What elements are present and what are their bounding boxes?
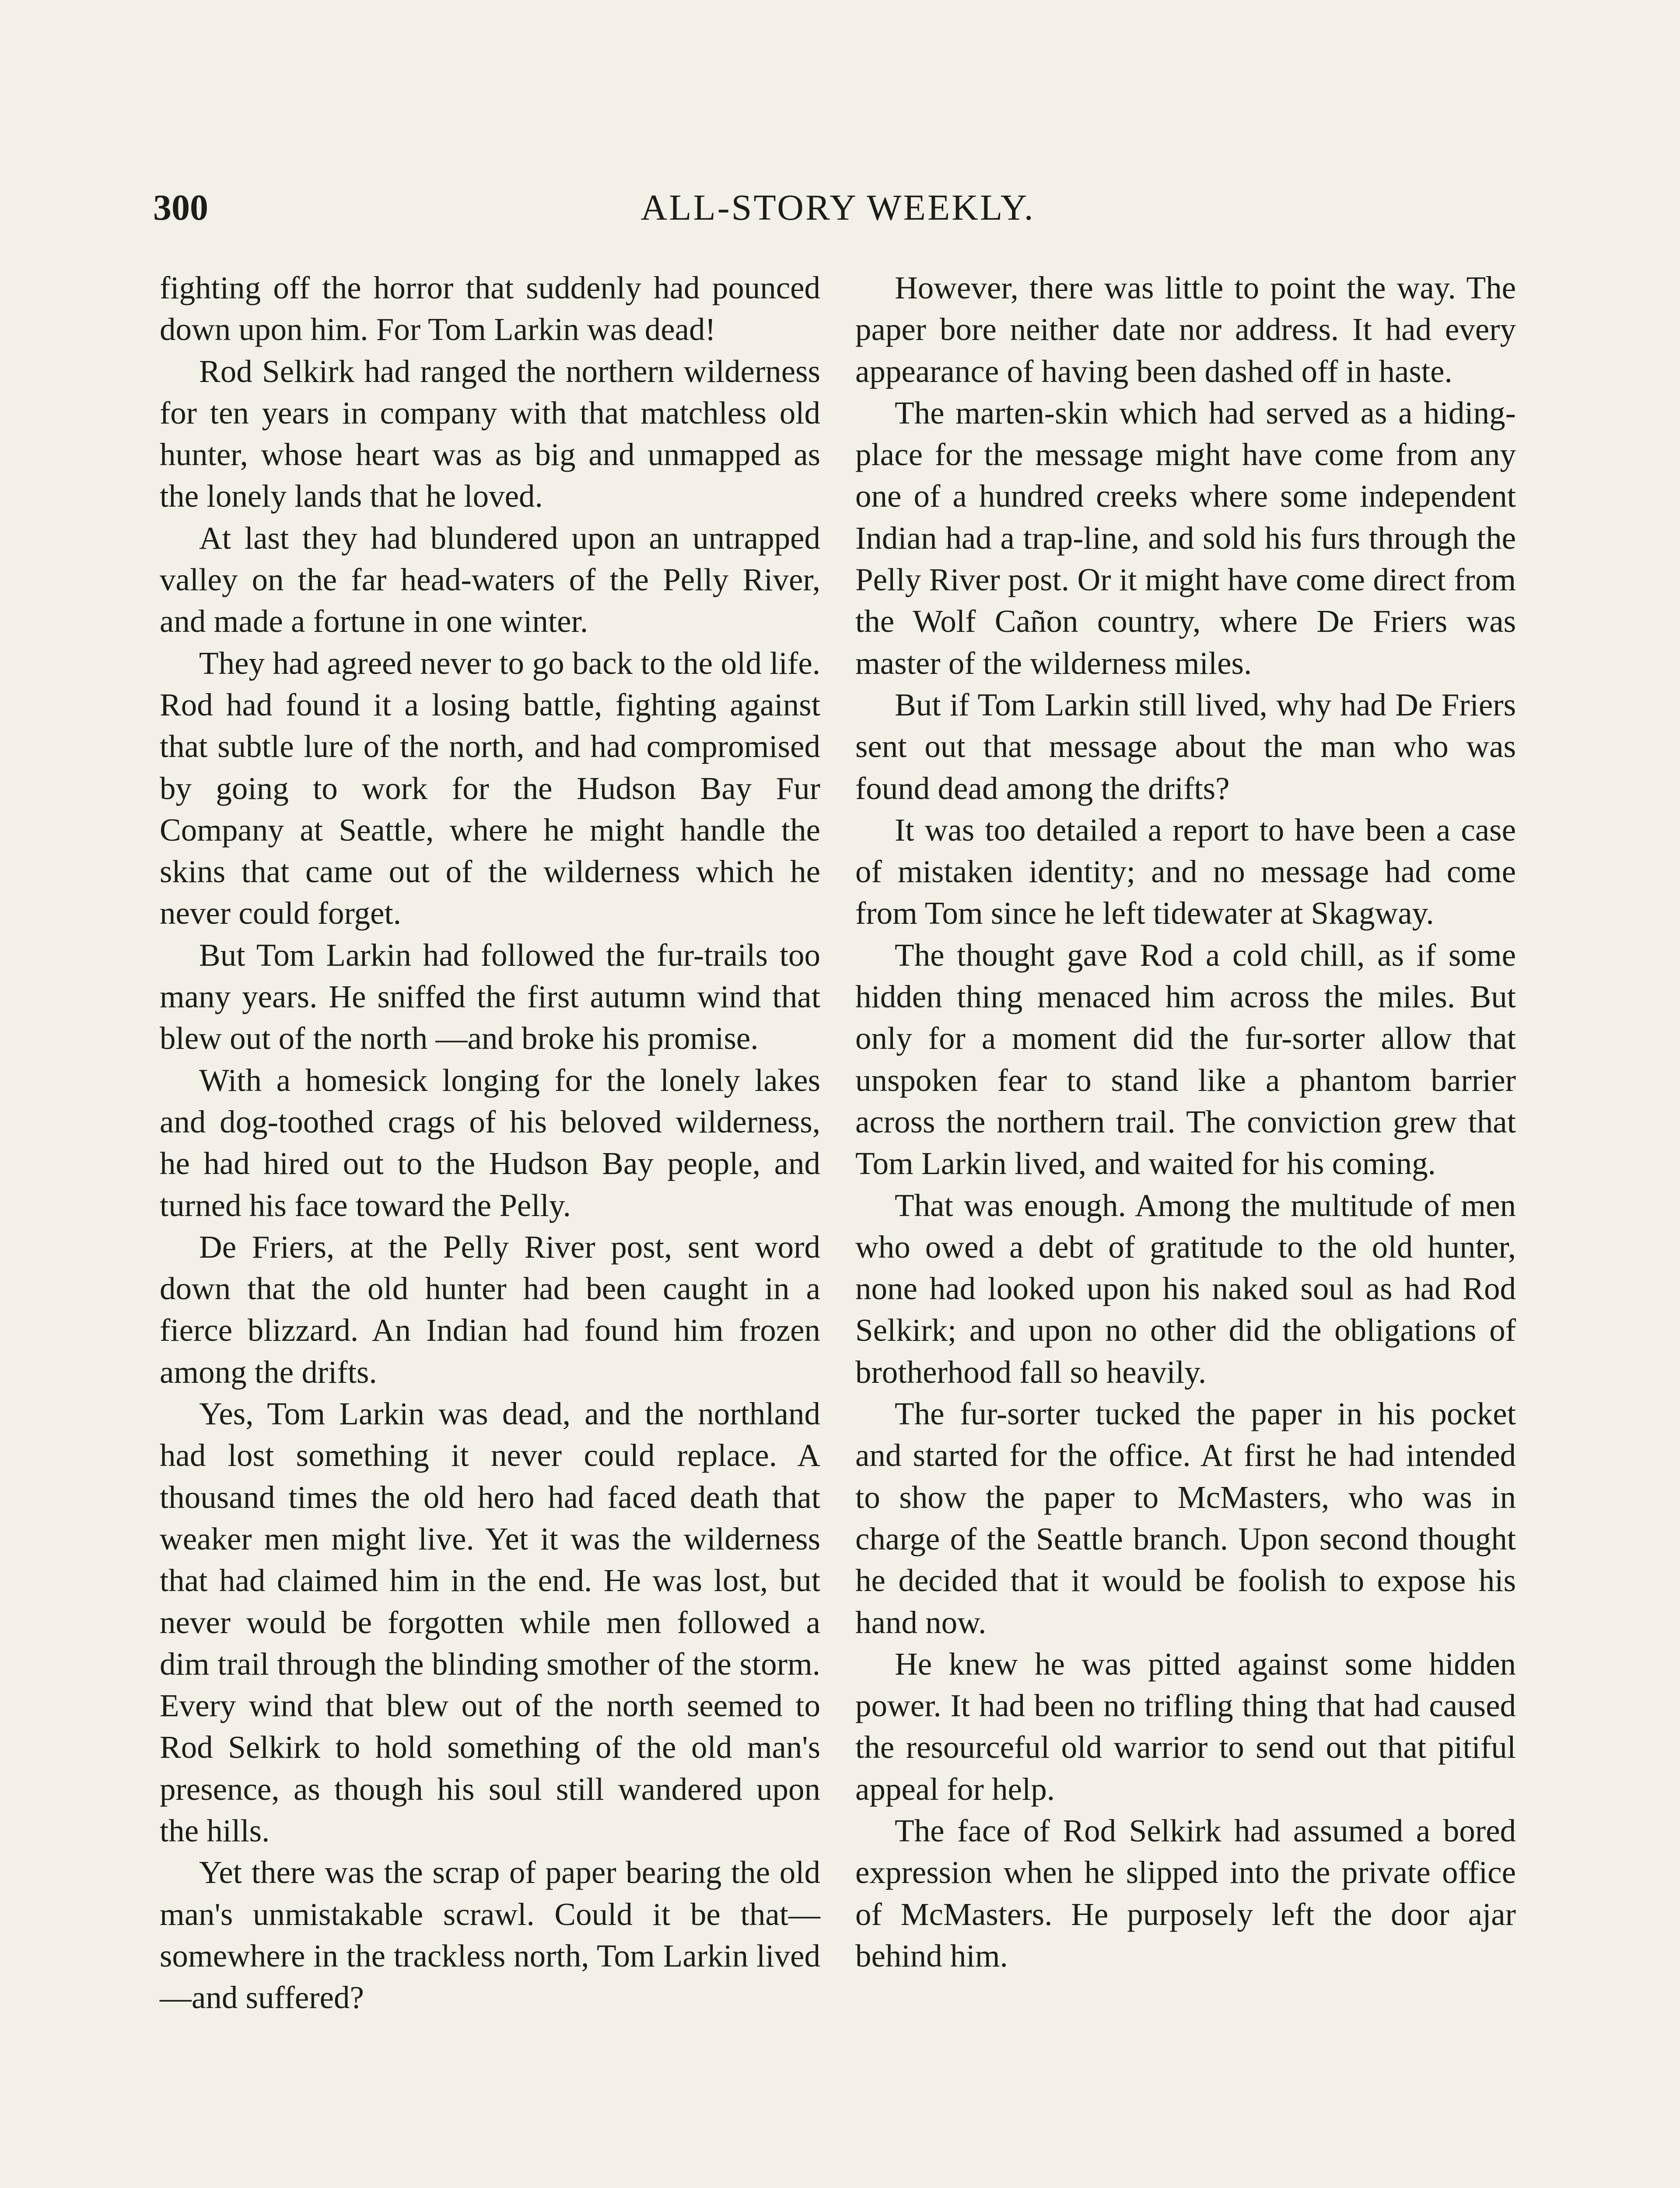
- left-column: [160, 267, 820, 2018]
- running-head: ALL-STORY WEEKLY.: [640, 187, 1035, 228]
- paragraph: At last they had blundered upon an untrapped valley on the far head-waters of the Pelly River, and made a fortune in one winter.: [160, 520, 820, 639]
- paragraph: He knew he was pitted against some hidden power. It had been no trifling thing that had caused the resourceful old warrior to send out that pitiful appeal for help.: [855, 1646, 1516, 1807]
- paragraph: The thought gave Rod a cold chill, as if some hidden thing menaced him across the miles. But only for a moment did the fur-sorter allow that unspoken fear to stand like a phantom barrier across the northern trail. The conviction grew that Tom Larkin lived, and waited for his coming.: [855, 937, 1516, 1182]
- paragraph: The fur-sorter tucked the paper in his pocket and started for the office. At first he had intended to show the paper to McMasters, who was in charge of the Seattle branch. Upon second thought he decided that it would be foolish to expose his hand now.: [855, 1396, 1516, 1640]
- paragraph: But if Tom Larkin still lived, why had De Friers sent out that message about the man who was found dead among the drifts?: [855, 687, 1516, 806]
- paragraph: That was enough. Among the multitude of men who owed a debt of gratitude to the old hunter, none had looked upon his naked soul as had Rod Selkirk; and upon no other did the obligations of brotherhood fall so heavily.: [855, 1187, 1516, 1390]
- paragraph: The face of Rod Selkirk had assumed a bored expression when he slipped into the private office of McMasters. He purposely left the door ajar behind him.: [855, 1813, 1516, 1974]
- paragraph: Yes, Tom Larkin was dead, and the northland had lost something it never could replace. A thousand times the old hero had faced death that weaker men might live. Yet it was the wilderness that had claimed him in the end. He was lost, but never would be forgotten while men followed a dim trail through the blinding smother of the storm. Every wind that blew out of the north seemed to Rod Selkirk to hold something of the old man's presence, as though his soul still wandered upon the hills.: [160, 1396, 820, 1848]
- right-column: [855, 267, 1516, 1977]
- page-header: [153, 179, 1522, 236]
- paragraph: The marten-skin which had served as a hiding-place for the message might have come from any one of a hundred creeks where some independent Indian had a trap-line, and sold his furs through the Pelly River post. Or it might have come direct from the Wolf Cañon country, where De Friers was master of the wilderness miles.: [855, 395, 1516, 681]
- paragraph: De Friers, at the Pelly River post, sent word down that the old hunter had been caught in a fierce blizzard. An Indian had found him frozen among the drifts.: [160, 1229, 820, 1390]
- paragraph: However, there was little to point the way. The paper bore neither date nor address. It had every appearance of having been dashed off in haste.: [855, 270, 1516, 389]
- paragraph: Rod Selkirk had ranged the northern wilderness for ten years in company with that matchless old hunter, whose heart was as big and unmapped as the lonely lands that he loved.: [160, 353, 820, 514]
- paragraph: Yet there was the scrap of paper bearing the old man's unmistakable scrawl. Could it be that—somewhere in the trackless north, Tom Larkin lived—and suffered?: [160, 1855, 820, 2016]
- paragraph: But Tom Larkin had followed the fur-trails too many years. He sniffed the first autumn wind that blew out of the north —and broke his promise.: [160, 937, 820, 1056]
- paragraph: fighting off the horror that suddenly had pounced down upon him. For Tom Larkin was dead!: [160, 270, 820, 347]
- paragraph: With a homesick longing for the lonely lakes and dog-toothed crags of his beloved wilderness, he had hired out to the Hudson Bay people, and turned his face toward the Pelly.: [160, 1062, 820, 1223]
- page-number: 300: [153, 187, 208, 228]
- paragraph: It was too detailed a report to have been a case of mistaken identity; and no message had come from Tom since he left tidewater at Skagway.: [855, 812, 1516, 931]
- paragraph: They had agreed never to go back to the old life. Rod had found it a losing battle, fighting against that subtle lure of the north, and had compromised by going to work for the Hudson Bay Fur Company at Seattle, where he might handle the skins that came out of the wilderness which he never could forget.: [160, 645, 820, 931]
